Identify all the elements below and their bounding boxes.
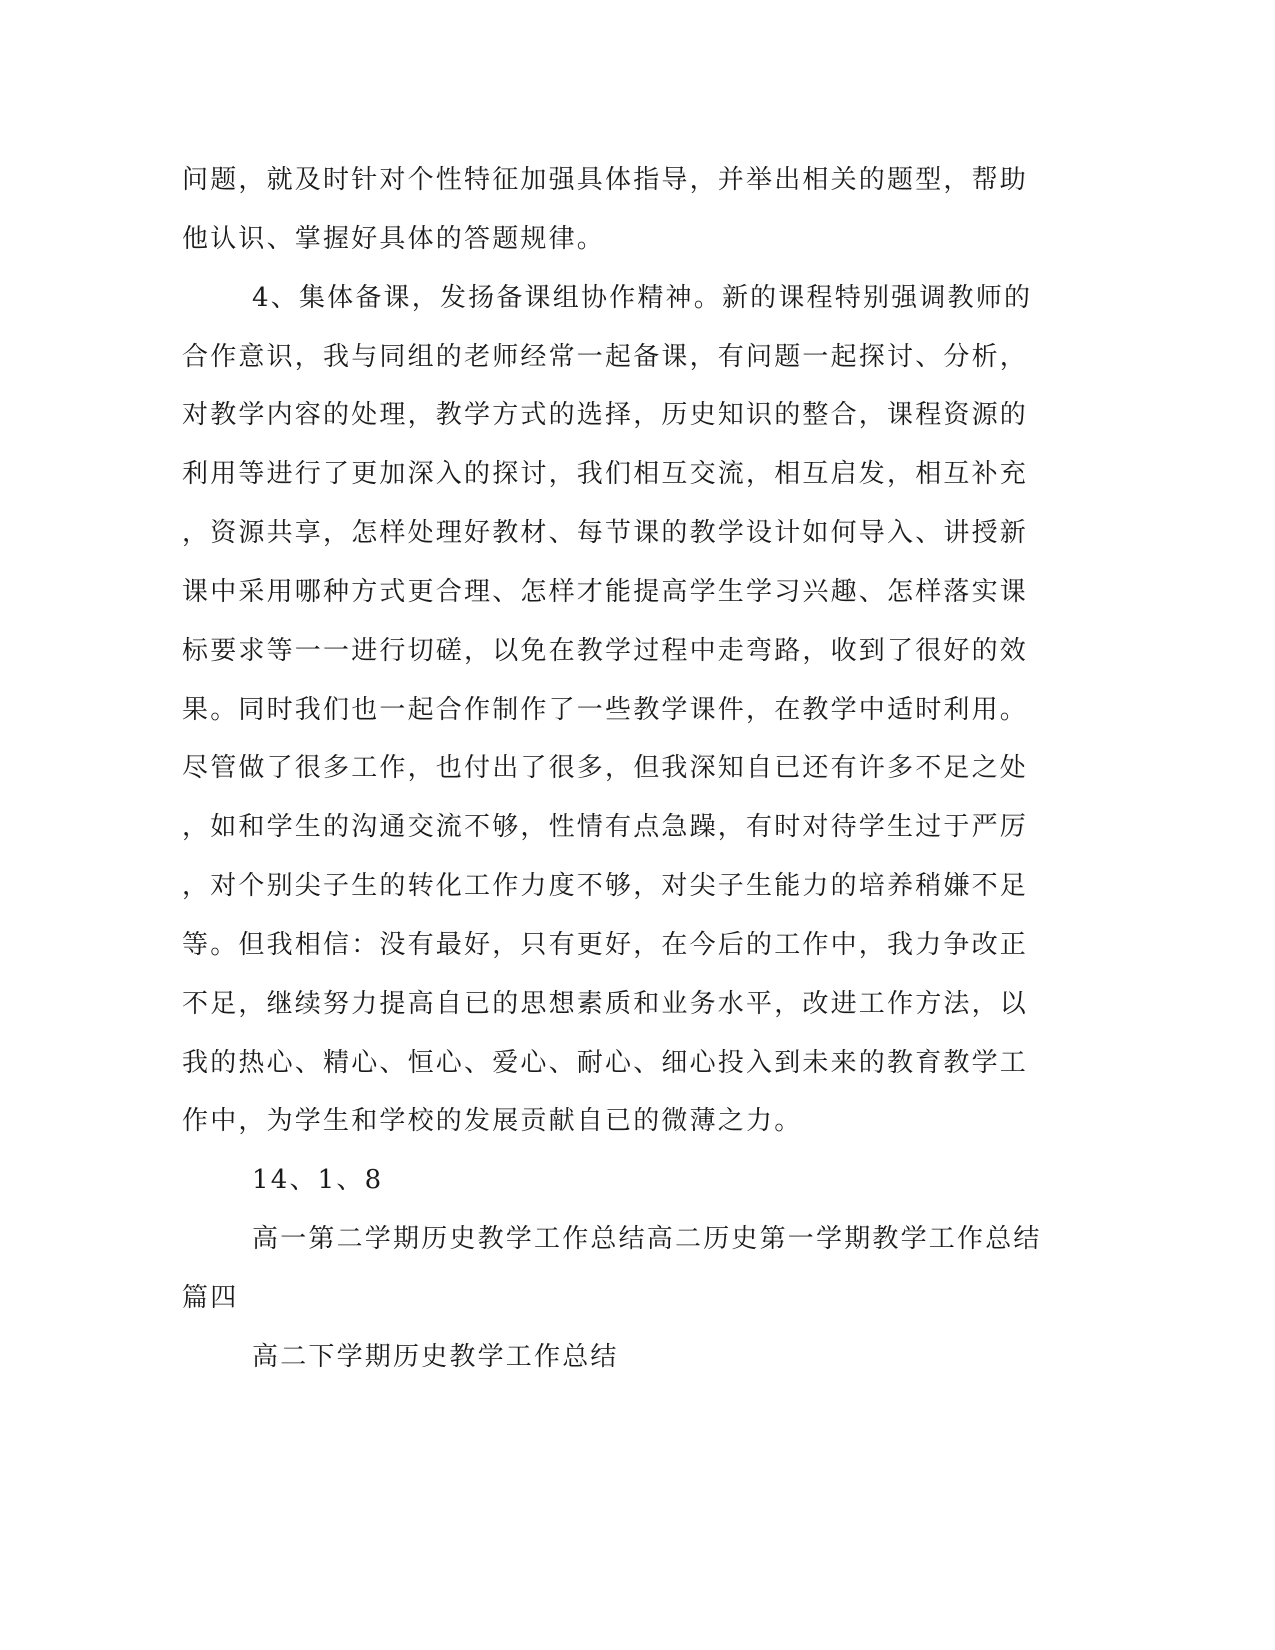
paragraph-line: ，资源共享，怎样处理好教材、每节课的教学设计如何导入、讲授新 bbox=[182, 518, 1029, 548]
paragraph-line: 课中采用哪种方式更合理、怎样才能提高学生学习兴趣、怎样落实课 bbox=[182, 577, 1029, 607]
paragraph-line: ，如和学生的沟通交流不够，性情有点急躁，有时对待学生过于严厉 bbox=[182, 812, 1029, 842]
paragraph-line: 果。同时我们也一起合作制作了一些教学课件，在教学中适时利用。 bbox=[182, 695, 1029, 725]
paragraph-line: 尽管做了很多工作，也付出了很多，但我深知自已还有许多不足之处 bbox=[182, 753, 1029, 783]
paragraph-line: 作中，为学生和学校的发展贡献自已的微薄之力。 bbox=[182, 1106, 803, 1136]
paragraph-line: 合作意识，我与同组的老师经常一起备课，有问题一起探讨、分析， bbox=[182, 342, 1029, 372]
section-subtitle: 高二下学期历史教学工作总结 bbox=[252, 1342, 619, 1372]
paragraph-line: 问题，就及时针对个性特征加强具体指导，并举出相关的题型，帮助 bbox=[182, 165, 1029, 195]
paragraph-line: 等。但我相信：没有最好，只有更好，在今后的工作中，我力争改正 bbox=[182, 930, 1029, 960]
paragraph-line: 利用等进行了更加深入的探讨，我们相互交流，相互启发，相互补充 bbox=[182, 459, 1029, 489]
paragraph-line: 我的热心、精心、恒心、爱心、耐心、细心投入到未来的教育教学工 bbox=[182, 1048, 1029, 1078]
paragraph-line: 4、集体备课，发扬备课组协作精神。新的课程特别强调教师的 bbox=[252, 283, 1033, 313]
paragraph-line: 他认识、掌握好具体的答题规律。 bbox=[182, 224, 606, 254]
section-title-line: 篇四 bbox=[182, 1283, 239, 1313]
date-line: 14、1、8 bbox=[252, 1165, 384, 1195]
paragraph-line: 标要求等一一进行切磋，以免在教学过程中走弯路，收到了很好的效 bbox=[182, 636, 1029, 666]
paragraph-line: ，对个别尖子生的转化工作力度不够，对尖子生能力的培养稍嫌不足 bbox=[182, 871, 1029, 901]
paragraph-line: 对教学内容的处理，教学方式的选择，历史知识的整合，课程资源的 bbox=[182, 400, 1029, 430]
paragraph-line: 不足，继续努力提高自已的思想素质和业务水平，改进工作方法，以 bbox=[182, 989, 1029, 1019]
section-title-line: 高一第二学期历史教学工作总结高二历史第一学期教学工作总结 bbox=[252, 1224, 1042, 1254]
